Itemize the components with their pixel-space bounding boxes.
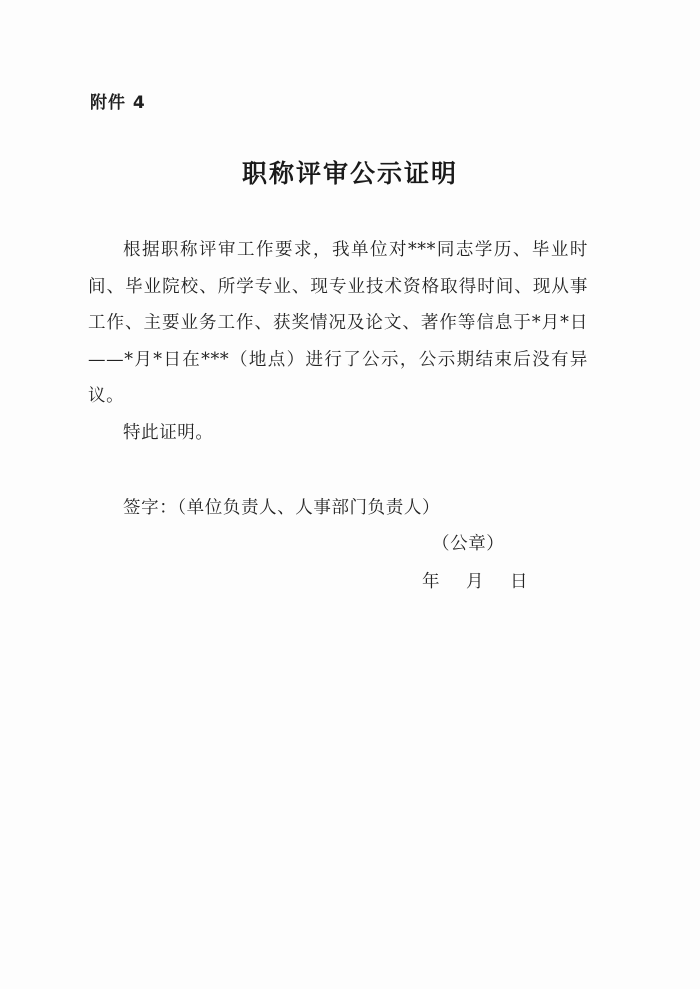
date-line [422,568,528,593]
body-paragraph: 根据职称评审工作要求，我单位对***同志学历、毕业时间、毕业院校、所学专业、现专业技术资格取得时间、现从事工作、主要业务工作、获奖情况及论文、著作等信息于*月*日——*月*日在***（地点）进行了公示，公示期结束后没有异议。 [88,240,588,407]
attachment-label: 附件 4 [90,93,146,113]
closing-statement: 特此证明。 [123,423,214,443]
date-day: 日 [510,572,528,592]
signature-line: 签字：（单位负责人、人事部门负责人） [123,498,441,518]
date-year: 年 [422,572,440,592]
date-month: 月 [466,572,484,592]
page-title: 职称评审公示证明 [241,159,458,188]
official-seal-label: （公章） [432,534,505,554]
